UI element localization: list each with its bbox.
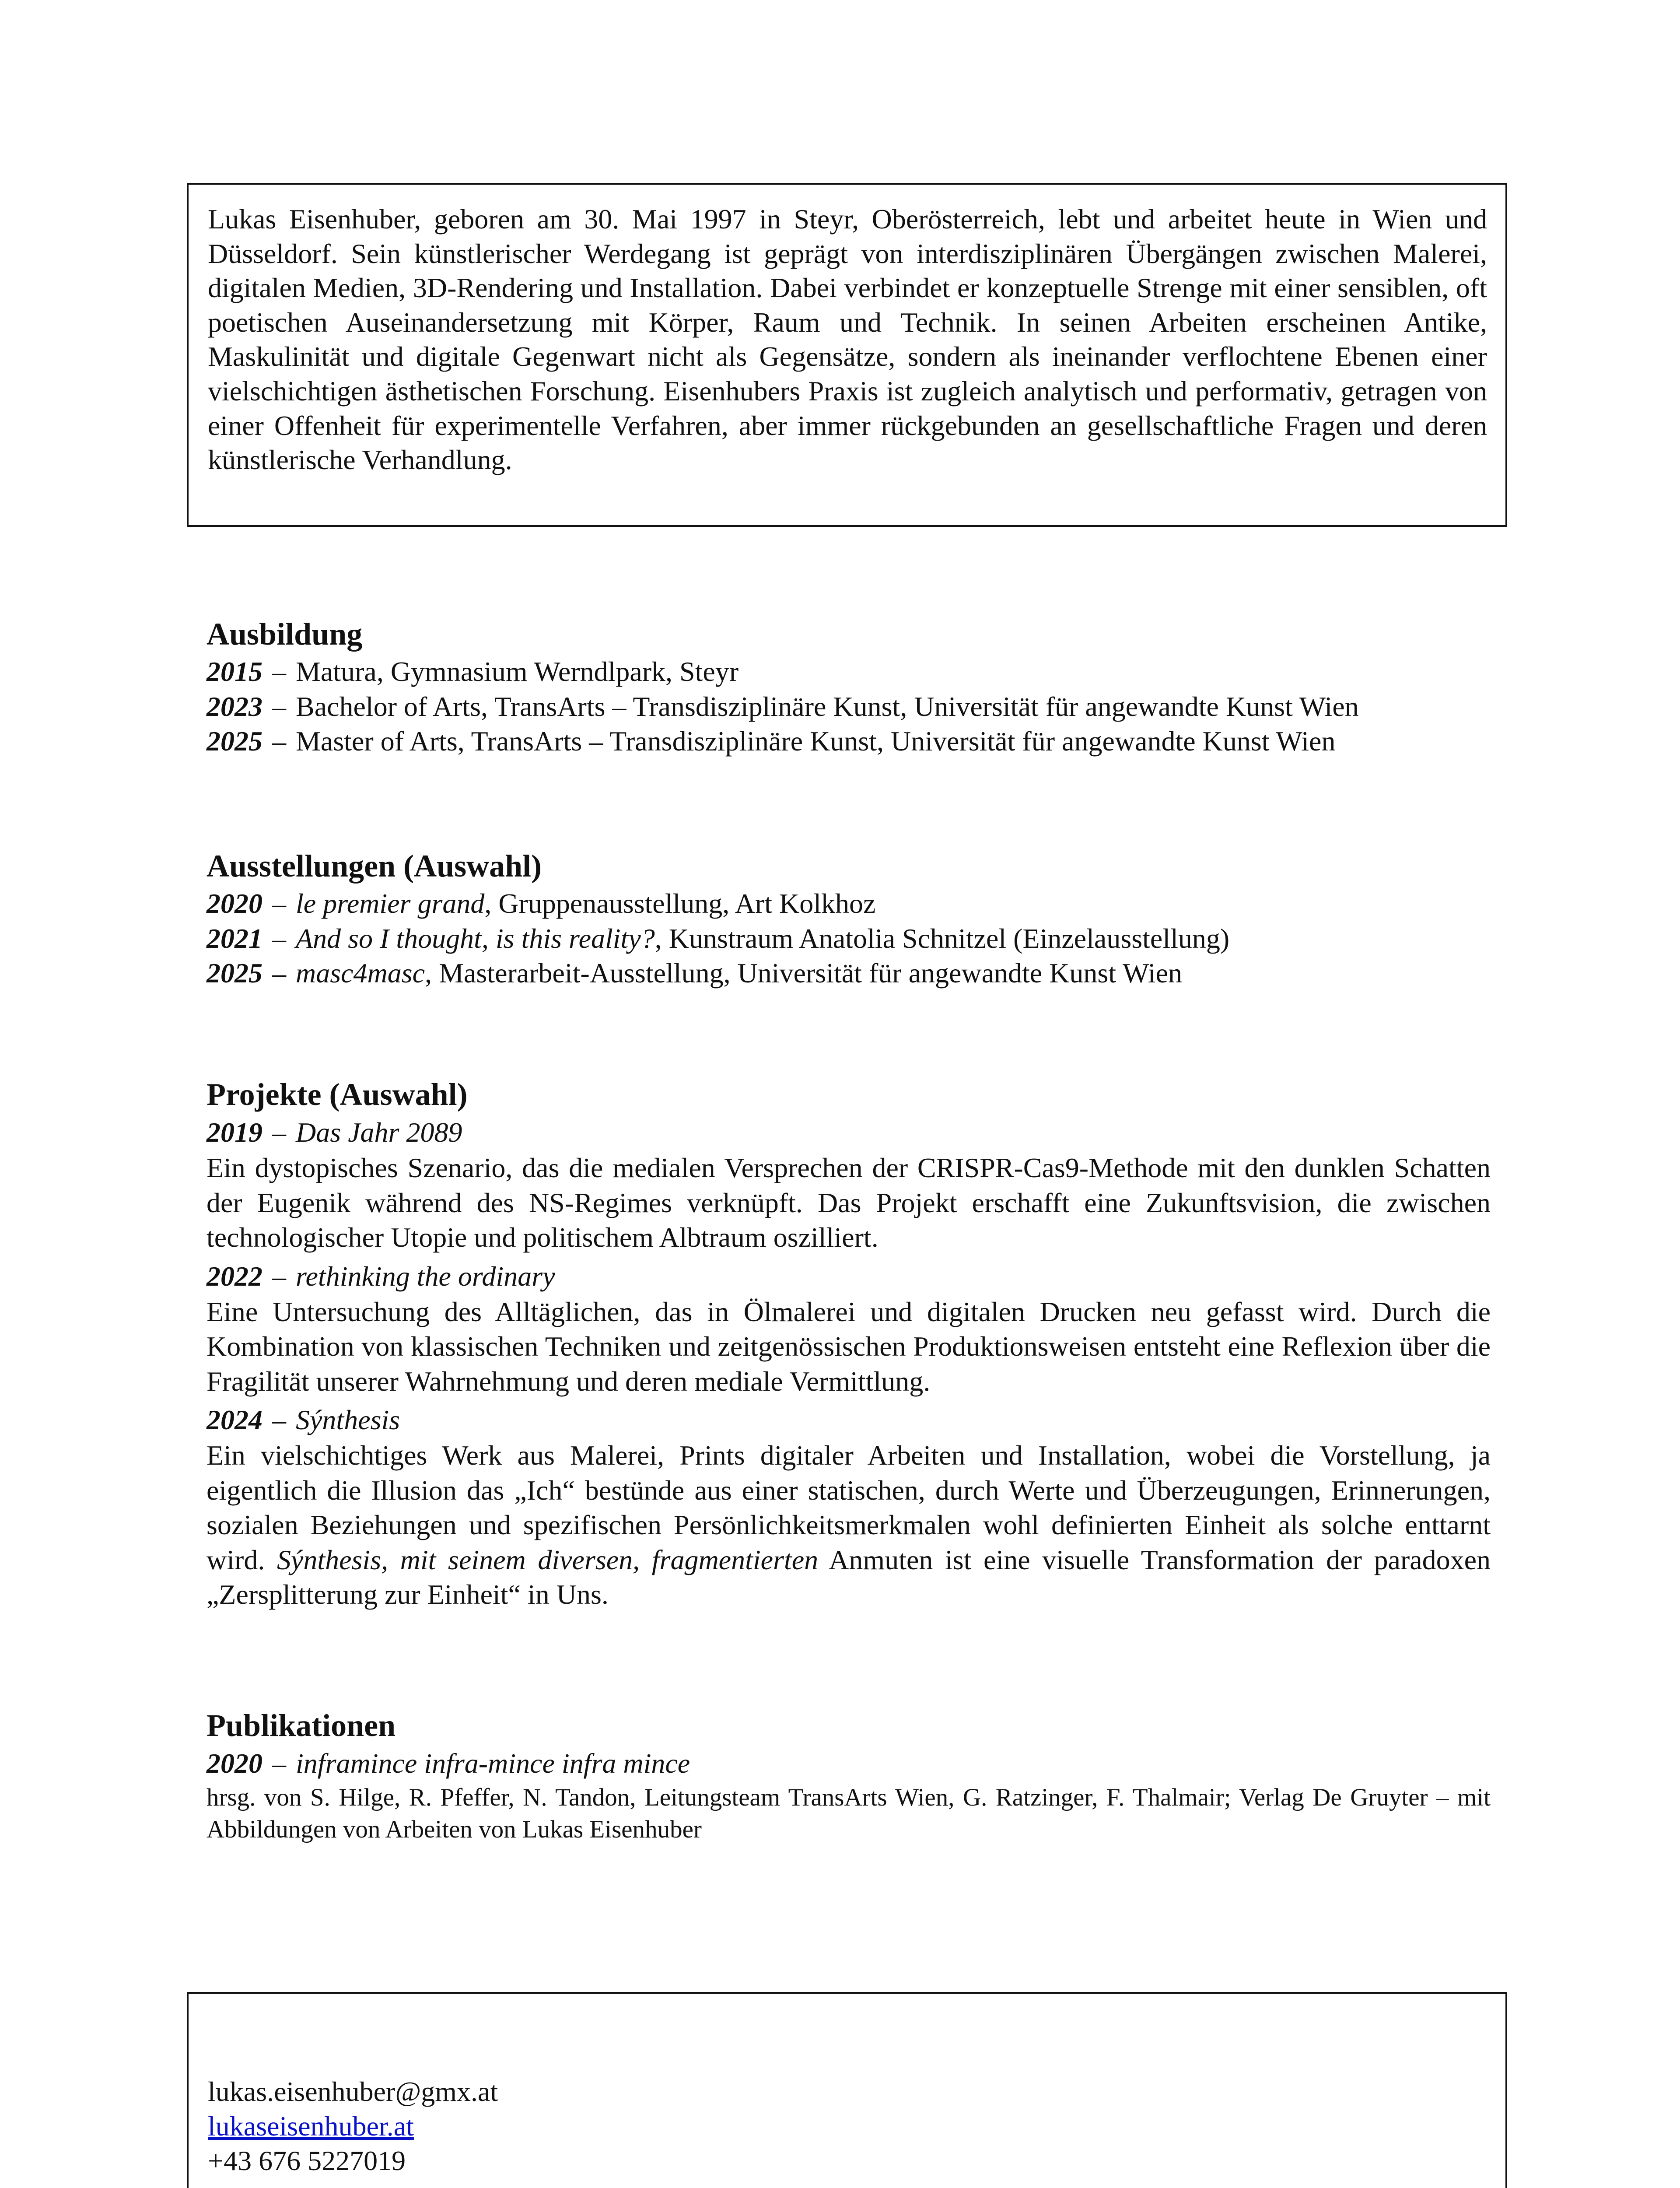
entry-year: 2015 <box>206 656 262 687</box>
section-ausstellungen <box>206 846 1491 991</box>
entry-text: , Masterarbeit-Ausstellung, Universität für angewandte Kunst Wien <box>425 957 1182 989</box>
list-item <box>206 654 1491 689</box>
bio-box <box>187 183 1507 527</box>
dash: – <box>272 1748 286 1779</box>
publication-title: inframince infra-mince infra mince <box>296 1748 690 1779</box>
entry-text: Master of Arts, TransArts – Transdisziplinäre Kunst, Universität für angewandte Kunst Wien <box>296 726 1336 757</box>
section-title: Projekte (Auswahl) <box>206 1077 468 1112</box>
project-heading <box>206 1402 1491 1438</box>
entry-year: 2024 <box>206 1404 262 1435</box>
project-title: Das Jahr 2089 <box>296 1117 462 1148</box>
entry-text: , Gruppenausstellung, Art Kolkhoz <box>484 888 876 919</box>
project-description: Ein dystopisches Szenario, das die medialen Versprechen der CRISPR-Cas9-Methode mit den dunklen Schatten der Eugenik während des NS-Regimes verknüpft. Das Projekt erschafft eine Zukunftsvision, die zwischen technologischer Utopie und politischem Albtraum oszilliert. <box>206 1152 1491 1253</box>
list-item <box>206 956 1491 991</box>
dash: – <box>272 957 286 989</box>
list-item <box>206 689 1491 724</box>
entry-text: , Kunstraum Anatolia Schnitzel (Einzelausstellung) <box>654 922 1230 954</box>
project-heading <box>206 1115 1491 1150</box>
description-italic-part: Sýnthesis, mit seinem diversen, fragmentierten <box>276 1544 819 1575</box>
dash: – <box>272 888 286 919</box>
section-projekte <box>206 1074 1491 1616</box>
dash: – <box>272 726 286 757</box>
entry-year: 2025 <box>206 957 262 989</box>
section-ausbildung <box>206 614 1491 759</box>
entry-year: 2022 <box>206 1260 262 1292</box>
project-title: Sýnthesis <box>296 1404 400 1435</box>
entry-year: 2023 <box>206 691 262 722</box>
dash: – <box>272 1117 286 1148</box>
project-description: Eine Untersuchung des Alltäglichen, das in Ölmalerei und digitalen Drucken neu gefasst wird. Durch die Kombination von klassischen Techniken und zeitgenössischen Produktionsweisen entsteht eine Reflexion über die Fragilität unserer Wahrnehmung und deren mediale Vermittlung. <box>206 1296 1491 1397</box>
contact-website-link[interactable]: lukaseisenhuber.at <box>208 2111 414 2142</box>
entry-work-title: masc4masc <box>296 957 425 989</box>
project-description <box>206 1438 1491 1612</box>
publication-heading <box>206 1746 1491 1781</box>
contact-phone: +43 676 5227019 <box>208 2145 406 2176</box>
entry-year: 2021 <box>206 922 262 954</box>
contact-email: lukas.eisenhuber@gmx.at <box>208 2076 498 2107</box>
section-title: Ausbildung <box>206 617 363 652</box>
entry-text: Bachelor of Arts, TransArts – Transdisziplinäre Kunst, Universität für angewandte Kunst Wien <box>296 691 1359 722</box>
entry-work-title: le premier grand <box>296 888 485 919</box>
dash: – <box>272 1260 286 1292</box>
list-item <box>206 886 1491 921</box>
entry-year: 2020 <box>206 888 262 919</box>
description-part: Ein vielschichtiges Werk aus Malerei, Prints digitaler Arbeiten und Installation, wobei die Vorstellung, ja eigentlich die Illusion das „Ich“ bestünde aus einer statischen, durch Werte und Überzeugungen, Erinnerungen, sozialen Beziehungen und spezifischen Persönlichkeitsmerkmalen wohl definierten Einheit als solche enttarnt wird. <box>206 1440 1491 1575</box>
entry-year: 2025 <box>206 726 262 757</box>
dash: – <box>272 922 286 954</box>
project-title: rethinking the ordinary <box>296 1260 555 1292</box>
entry-work-title: And so I thought, is this reality? <box>296 922 655 954</box>
entry-year: 2019 <box>206 1117 262 1148</box>
dash: – <box>272 691 286 722</box>
dash: – <box>272 1404 286 1435</box>
entry-text: Matura, Gymnasium Werndlpark, Steyr <box>296 656 739 687</box>
list-item <box>206 921 1491 956</box>
section-title: Publikationen <box>206 1708 396 1743</box>
entry-year: 2020 <box>206 1748 262 1779</box>
project-heading <box>206 1259 1491 1294</box>
contact-lines <box>208 2074 498 2178</box>
dash: – <box>272 656 286 687</box>
section-publikationen <box>206 1705 1491 1845</box>
contact-box <box>187 1992 1507 2188</box>
section-title: Ausstellungen (Auswahl) <box>206 849 542 884</box>
publication-description: hrsg. von S. Hilge, R. Pfeffer, N. Tandon, Leitungsteam TransArts Wien, G. Ratzinger, F. Thalmair; Verlag De Gruyter – mit Abbildungen von Arbeiten von Lukas Eisenhuber <box>206 1784 1491 1843</box>
list-item <box>206 724 1491 759</box>
bio-text: Lukas Eisenhuber, geboren am 30. Mai 1997 in Steyr, Oberösterreich, lebt und arbeitet heute in Wien und Düsseldorf. Sein künstlerischer Werdegang ist geprägt von interdisziplinären Übergängen zwischen Malerei, digitalen Medien, 3D-Rendering und Installation. Dabei verbindet er konzeptuelle Strenge mit einer sensiblen, oft poetischen Auseinandersetzung mit Körper, Raum und Technik. In seinen Arbeiten erscheinen Antike, Maskulinität und digitale Gegenwart nicht als Gegensätze, sondern als ineinander verflochtene Ebenen einer vielschichtigen ästhetischen Forschung. Eisenhubers Praxis ist zugleich analytisch und performativ, getragen von einer Offenheit für experimentelle Verfahren, aber immer rückgebunden an gesellschaftliche Fragen und deren künstlerische Verhandlung. <box>208 203 1487 476</box>
description-part: Anmuten ist eine visuelle Transformation der paradoxen „Zersplitterung zur Einheit“ in Uns. <box>206 1544 1491 1610</box>
